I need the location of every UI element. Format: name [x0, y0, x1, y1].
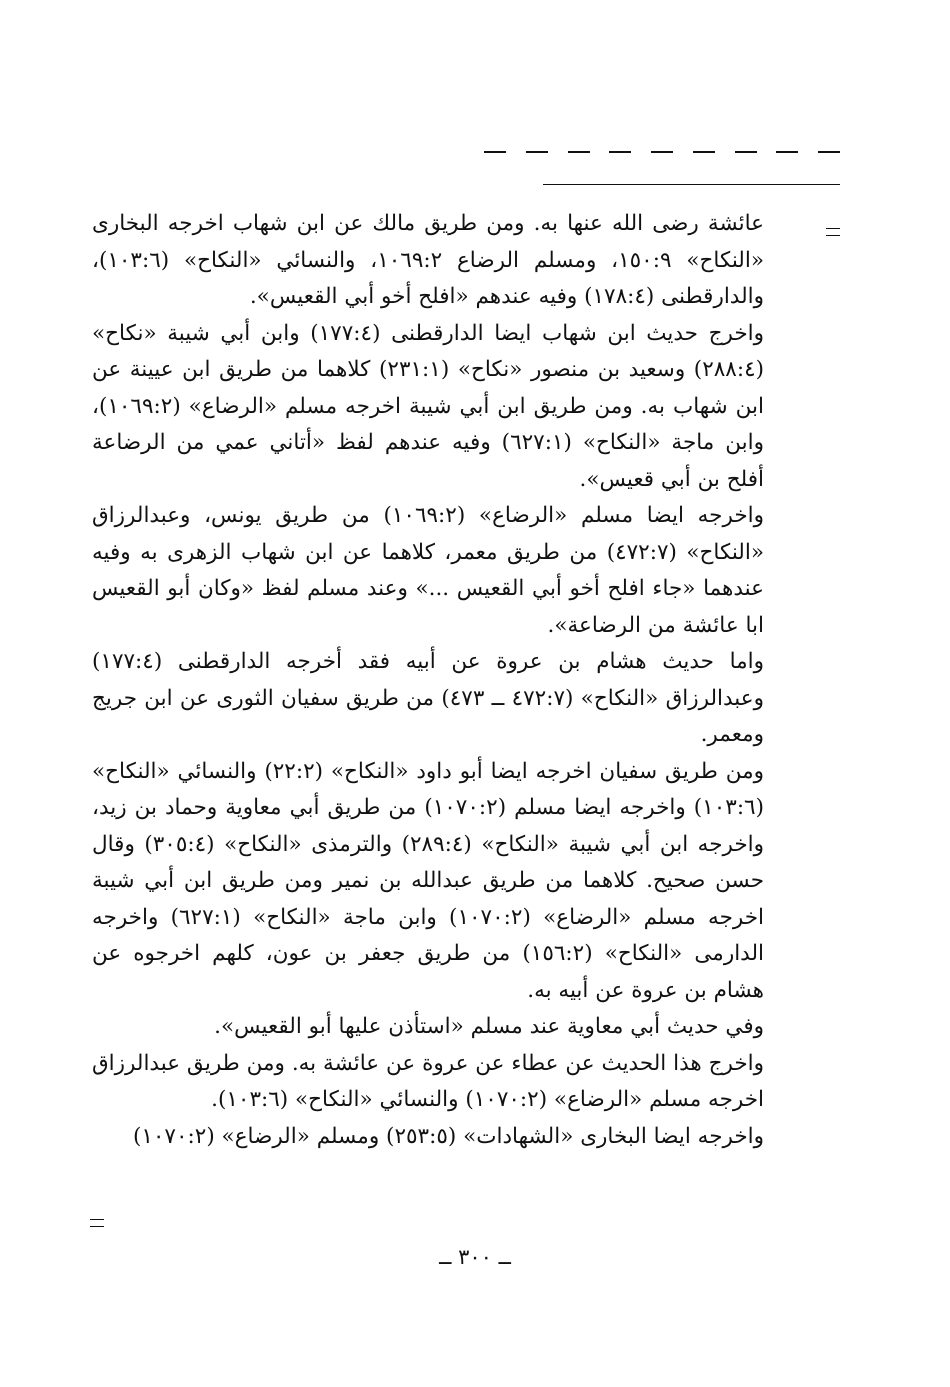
footnote-rule	[543, 184, 840, 185]
footnote-text	[92, 206, 764, 1155]
dash	[651, 151, 673, 153]
paragraph: ومن طريق سفيان اخرجه ايضا أبو داود «النكاح» (٢٢:٢) والنسائي «النكاح» (١٠٣:٦) واخرجه ايضا مسلم (١٠٧٠:٢) من طريق أبي معاوية وحماد بن زيد، واخرجه ابن أبي شيبة «النكاح» (٢٨٩:٤) والترمذى «النكاح» (٣٠٥:٤) وقال حسن صحيح. كلاهما من طريق عبدالله بن نمير ومن طريق ابن أبي شيبة اخرجه مسلم «الرضاع» (١٠٧٠:٢) وابن ماجة «النكاح» (٦٢٧:١) واخرجه الدارمى «النكاح» (١٥٦:٢) من طريق جعفر بن عون، كلهم اخرجوه عن هشام بن عروة عن أبيه به.	[92, 758, 764, 1003]
paragraph: واخرج حديث ابن شهاب ايضا الدارقطنى (١٧٧:٤) وابن أبي شيبة «نكاح» (٢٨٨:٤) وسعيد بن منصور «نكاح» (٢٣١:١) كلاهما من طريق ابن عيينة عن ابن شهاب به. ومن طريق ابن أبي شيبة اخرجه مسلم «الرضاع» (١٠٦٩:٢)، وابن ماجة «النكاح» (٦٢٧:١) وفيه عندهم لفظ «أتاني عمي من الرضاعة أفلح بن أبي قعيس».	[92, 320, 765, 492]
paragraph: واخرجه ايضا مسلم «الرضاع» (١٠٦٩:٢) من طريق يونس، وعبدالرزاق «النكاح» (٤٧٢:٧) من طريق معمر، كلاهما عن ابن شهاب الزهرى به وفيه عندهما «جاء افلح أخو أبي القعيس ...» وعند مسلم لفظ «وكان أبو القعيس ابا عائشة من الرضاعة».	[92, 503, 764, 638]
paragraph: عائشة رضى الله عنها به. ومن طريق مالك عن ابن شهاب اخرجه البخارى «النكاح» ٩:‏١٥٠، ومسلم الرضاع ١٠٦٩:٢، والنسائي «النكاح» (١٠٣:٦)، والدارقطنى (١٧٨:٤) وفيه عندهم «افلح أخو أبي القعيس».	[92, 211, 764, 309]
dash	[776, 151, 798, 153]
page-number: ــ ٣٠٠ ــ	[439, 1245, 511, 1269]
separator-dashes	[484, 150, 840, 154]
paragraph: واخرجه ايضا البخارى «الشهادات» (٢٥٣:٥) ومسلم «الرضاع» (١٠٧٠:٢)	[132, 1123, 764, 1149]
dash	[484, 151, 506, 153]
paragraph: واما حديث هشام بن عروة عن أبيه فقد أخرجه الدارقطنى (١٧٧:٤) وعبدالرزاق «النكاح» (٤٧٢:٧ ــ ٤٧٣) من طريق سفيان الثورى عن ابن جريج ومعمر.	[92, 649, 764, 747]
dash	[526, 151, 548, 153]
paragraph: وفي حديث أبي معاوية عند مسلم «استأذن عليها أبو القعيس».	[214, 1014, 764, 1039]
dash	[568, 151, 590, 153]
dash	[735, 151, 757, 153]
dash	[693, 151, 715, 153]
continuation-mark-bottom	[90, 1219, 104, 1227]
dash	[818, 151, 840, 153]
dash	[609, 151, 631, 153]
continuation-mark-top	[826, 228, 840, 236]
paragraph: واخرج هذا الحديث عن عطاء عن عروة عن عائشة به. ومن طريق عبدالرزاق اخرجه مسلم «الرضاع» (١٠٧٠:٢) والنسائي «النكاح» (١٠٣:٦).	[92, 1050, 764, 1112]
